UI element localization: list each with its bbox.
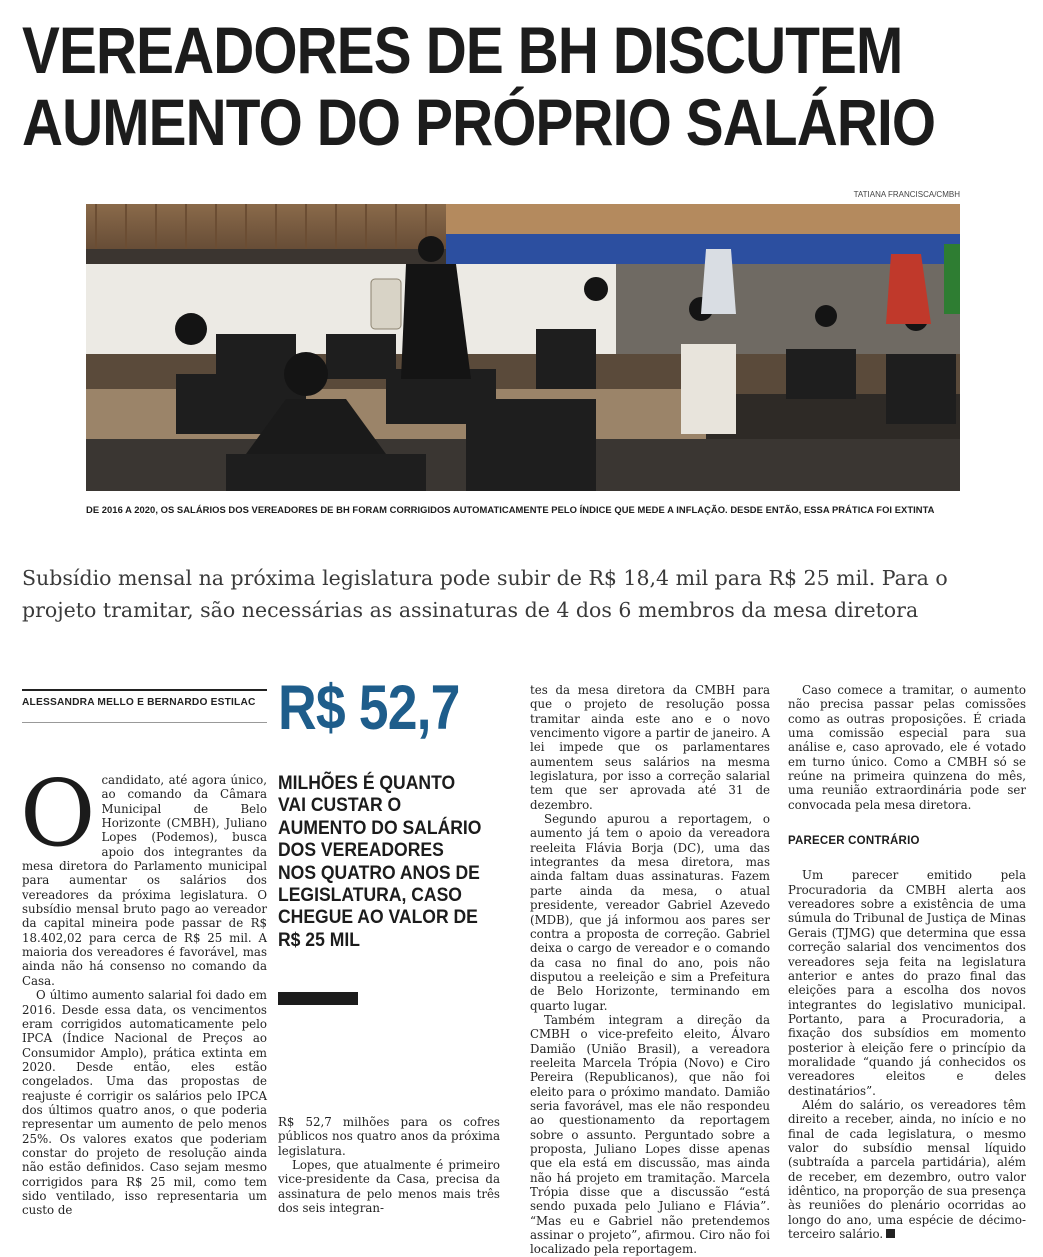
- headline: [22, 13, 936, 159]
- paragraph-1: [20, 760, 267, 988]
- paragraph-4: Lopes, que atualmente é primeiro vice-presidente da Casa, precisa da assinatura de pelo menos mais três dos seis integran-: [278, 1158, 500, 1216]
- article-column-2: [278, 1115, 500, 1215]
- photo-caption: DE 2016 A 2020, OS SALÁRIOS DOS VEREADORES DE BH FORAM CORRIGIDOS AUTOMATICAMENTE PELO ÍNDICE QUE MEDE A INFLAÇÃO. DESDE ENTÃO, ESSA PRÁTICA FOI EXTINTA: [86, 504, 935, 515]
- pull-quote-bar: [278, 992, 358, 1005]
- paragraph-6: Segundo apurou a reportagem, o aumento já tem o apoio da vereadora reeleita Flávia Borja (DC), uma das integrantes da mesa diretora, mas ainda faltam duas assinaturas. Fazem parte ainda da mesa, o atual presidente, vereador Gabriel Azevedo (MDB), que já informou aos pares ser contra a proposta de correção. Gabriel deixa o cargo de vereador e o comando da casa no final do ano, pois não disputou a reeleição e sim a Prefeitura de Belo Horizonte, terminando em quarto lugar.: [530, 812, 770, 1013]
- article-column-3: [530, 683, 770, 1257]
- chamber-photo: [86, 204, 960, 491]
- paragraph-7: Também integram a direção da CMBH o vice-prefeito eleito, Álvaro Damião (União Brasil), a vereadora reeleita Marcela Trópia (Novo) e Ciro Pereira (Republicanos), que não foi eleito para o próximo mandato. Damião seria favorável, mas ele não respondeu ao questionamento da reportagem sobre o assunto. Perguntado sobre a proposta, Juliano Lopes disse apenas que ela está em discussão, mas ainda não há projeto em tramitação. Marcela Trópia disse que a discussão “está sendo puxada pelo Juliano e Flávia”. “Mas eu e Gabriel não pretendemos assinar o projeto”, afirmou. Ciro não foi localizado pela reportagem.: [530, 1012, 770, 1257]
- drop-cap: O: [20, 760, 96, 867]
- subtitle: Subsídio mensal na próxima legislatura pode subir de R$ 18,4 mil para R$ 25 mil. Para o projeto tramitar, são necessárias as assinaturas de 4 dos 6 membros da mesa diretora: [22, 566, 948, 622]
- article-column-4: [788, 683, 1026, 1241]
- pull-quote-text: MILHÕES É QUANTO VAI CUSTAR O AUMENTO DO SALÁRIO DOS VEREADORES NOS QUATRO ANOS DE LEGISLATURA, CASO CHEGUE AO VALOR DE R$ 25 MIL: [278, 772, 482, 951]
- council-session-image: [86, 204, 960, 491]
- byline-rule: [22, 722, 267, 723]
- paragraph-8: Caso comece a tramitar, o aumento não precisa passar pelas comissões como as outras proposições. É criada uma comissão especial para sua análise e, caso aprovado, ele é votado em turno único. Como a CMBH só se reúne na primeira quinzena do mês, uma reunião extraordinária pode ser convocada pela mesa diretora.: [788, 683, 1026, 812]
- paragraph-5: tes da mesa diretora da CMBH para que o projeto de resolução possa tramitar ainda este ano e o novo vencimento vigore a partir de janeiro. A lei impede que os parlamentares aumentem seus salários na mesma legislatura, por isso a correção salarial tem que ser aprovada até 31 de dezembro.: [530, 683, 770, 812]
- paragraph-1-text: candidato, até agora único, ao comando da Câmara Municipal de Belo Horizonte (CMBH), Juliano Lopes (Podemos), busca apoio dos integrantes da mesa diretora do Parlamento municipal para aumentar os salários dos vereadores da próxima legislatura. O subsídio mensal bruto pago ao vereador da capital mineira pode passar de R$ 18.402,02 para cerca de R$ 25 mil. A maioria dos vereadores é favorável, mas ainda não há consenso no comando da Casa.: [22, 773, 267, 988]
- paragraph-2: O último aumento salarial foi dado em 2016. Desde essa data, os vencimentos eram corrigidos automaticamente pelo IPCA (Índice Nacional de Preços ao Consumidor Amplo), prática extinta em 2020. Desde então, eles estão congelados. Uma das propostas de reajuste é corrigir os salários pelo IPCA dos últimos quatro anos, o que poderia representar um aumento de pelo menos 25%. Os valores exatos que poderiam constar do projeto de resolução ainda não estão definidos. Caso sejam mesmo corrigidos para R$ 25 mil, como tem sido ventilado, isso representaria um custo de: [22, 988, 267, 1218]
- section-title: PARECER CONTRÁRIO: [788, 835, 920, 848]
- headline-line-1: VEREADORES DE BH DISCUTEM: [22, 13, 903, 87]
- paragraph-3: R$ 52,7 milhões para os cofres públicos nos quatro anos da próxima legislatura.: [278, 1115, 500, 1158]
- headline-line-2: AUMENTO DO PRÓPRIO SALÁRIO: [22, 85, 936, 159]
- paragraph-10-text: Além do salário, os vereadores têm direito a receber, ainda, no início e no final de cada legislatura, o mesmo valor do subsídio mensal líquido (subtraída a parcela partidária), além de receber, em dezembro, outro valor idêntico, na proporção de sua presença às reuniões do plenário ocorridas ao longo do ano, uma espécie de décimo-terceiro salário.: [788, 1097, 1026, 1242]
- pull-quote-number: R$ 52,7: [278, 673, 460, 743]
- paragraph-9: Um parecer emitido pela Procuradoria da CMBH alerta aos vereadores sobre a existência de uma súmula do Tribunal de Justiça de Minas Gerais (TJMG) que determina que essa correção salarial dos vencimentos dos vereadores seja feita na legislatura anterior e antes do prazo final das eleições para a escolha dos novos integrantes do legislativo municipal. Portanto, para a Procuradoria, a fixação dos subsídios em momento posterior à eleição fere o princípio da moralidade “quando já conhecidos os vereadores eleitos e deles destinatários”.: [788, 868, 1026, 1098]
- end-of-article-mark: [886, 1229, 895, 1238]
- byline: ALESSANDRA MELLO E BERNARDO ESTILAC: [22, 689, 267, 708]
- article-column-1: [20, 760, 267, 1218]
- photo-credit: TATIANA FRANCISCA/CMBH: [853, 190, 960, 199]
- paragraph-10: [788, 1098, 1026, 1241]
